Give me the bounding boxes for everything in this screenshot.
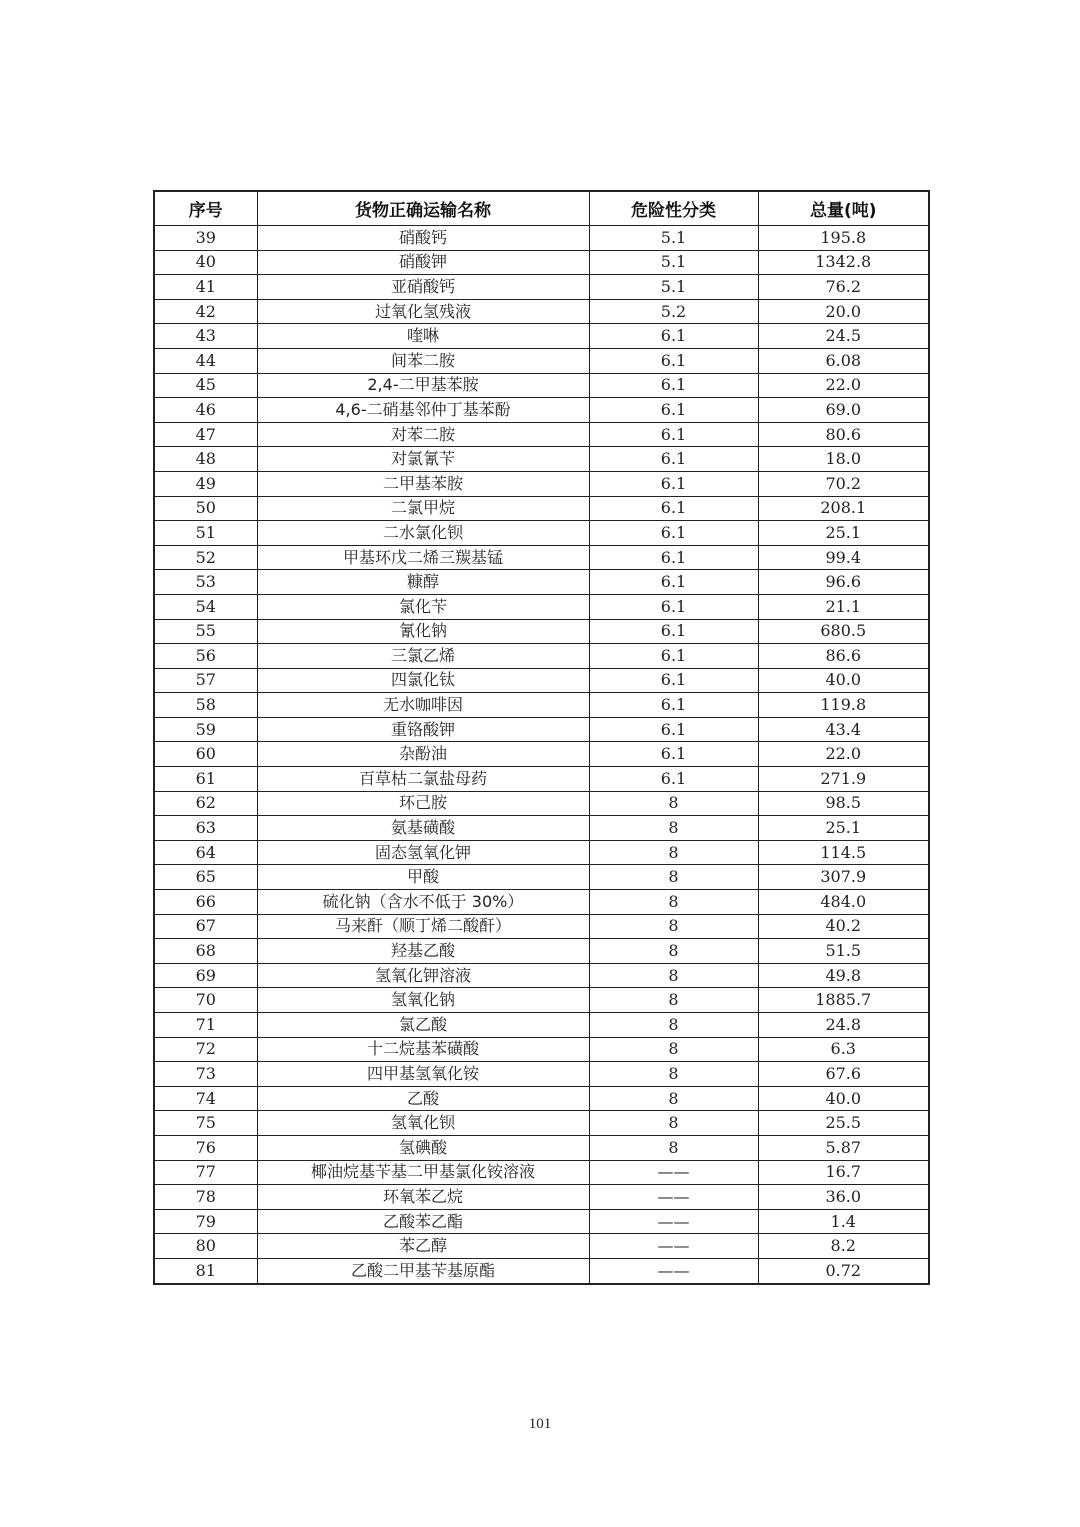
cell-shipping-name: 过氧化氢残液: [257, 299, 589, 324]
cell-serial-number: 68: [154, 939, 257, 964]
cell-serial-number: 45: [154, 373, 257, 398]
table-row: [154, 963, 929, 988]
table-row: [154, 447, 929, 472]
cell-total-tons: 8.2: [758, 1234, 929, 1259]
table-row: [154, 1160, 929, 1185]
cell-hazard-class: ——: [589, 1234, 758, 1259]
cell-shipping-name: 苯乙醇: [257, 1234, 589, 1259]
cell-total-tons: 49.8: [758, 963, 929, 988]
cell-total-tons: 6.08: [758, 348, 929, 373]
cell-total-tons: 76.2: [758, 275, 929, 300]
cell-serial-number: 39: [154, 226, 257, 251]
cell-shipping-name: 亚硝酸钙: [257, 275, 589, 300]
table-row: [154, 791, 929, 816]
cell-total-tons: 307.9: [758, 865, 929, 890]
cell-total-tons: 0.72: [758, 1258, 929, 1283]
cell-hazard-class: 6.1: [589, 545, 758, 570]
cell-hazard-class: 6.1: [589, 398, 758, 423]
cell-hazard-class: 6.1: [589, 373, 758, 398]
cell-shipping-name: 氢氧化钾溶液: [257, 963, 589, 988]
table-row: [154, 1086, 929, 1111]
cell-serial-number: 80: [154, 1234, 257, 1259]
cell-serial-number: 77: [154, 1160, 257, 1185]
cell-serial-number: 69: [154, 963, 257, 988]
cell-hazard-class: 5.1: [589, 250, 758, 275]
cell-serial-number: 72: [154, 1037, 257, 1062]
cell-total-tons: 69.0: [758, 398, 929, 423]
cell-shipping-name: 4,6-二硝基邻仲丁基苯酚: [257, 398, 589, 423]
table-row: [154, 324, 929, 349]
cell-shipping-name: 乙酸二甲基苄基原酯: [257, 1258, 589, 1283]
cell-total-tons: 1885.7: [758, 988, 929, 1013]
cell-shipping-name: 对苯二胺: [257, 422, 589, 447]
cell-serial-number: 56: [154, 644, 257, 669]
cell-shipping-name: 间苯二胺: [257, 348, 589, 373]
cell-shipping-name: 氢碘酸: [257, 1135, 589, 1160]
cell-hazard-class: 8: [589, 988, 758, 1013]
cell-hazard-class: 8: [589, 939, 758, 964]
cell-serial-number: 46: [154, 398, 257, 423]
cell-shipping-name: 固态氢氧化钾: [257, 840, 589, 865]
cell-serial-number: 43: [154, 324, 257, 349]
cell-serial-number: 44: [154, 348, 257, 373]
header-total-tons: 总量(吨): [758, 191, 929, 226]
table-row: [154, 471, 929, 496]
cell-total-tons: 70.2: [758, 471, 929, 496]
cell-serial-number: 47: [154, 422, 257, 447]
table-row: [154, 693, 929, 718]
table-row: [154, 1062, 929, 1087]
table-row: [154, 299, 929, 324]
cell-serial-number: 40: [154, 250, 257, 275]
cell-serial-number: 65: [154, 865, 257, 890]
cell-hazard-class: ——: [589, 1258, 758, 1283]
table-row: [154, 767, 929, 792]
cell-hazard-class: 5.1: [589, 226, 758, 251]
cell-hazard-class: 8: [589, 1111, 758, 1136]
table-row: [154, 865, 929, 890]
cell-shipping-name: 二氯甲烷: [257, 496, 589, 521]
table-row: [154, 570, 929, 595]
table-row: [154, 988, 929, 1013]
cell-shipping-name: 2,4-二甲基苯胺: [257, 373, 589, 398]
cell-shipping-name: 氯化苄: [257, 594, 589, 619]
cell-total-tons: 22.0: [758, 373, 929, 398]
cell-serial-number: 49: [154, 471, 257, 496]
cell-hazard-class: 6.1: [589, 693, 758, 718]
cell-serial-number: 54: [154, 594, 257, 619]
cell-total-tons: 680.5: [758, 619, 929, 644]
cell-hazard-class: 6.1: [589, 348, 758, 373]
cell-total-tons: 67.6: [758, 1062, 929, 1087]
cell-shipping-name: 氢氧化钠: [257, 988, 589, 1013]
cell-hazard-class: 5.1: [589, 275, 758, 300]
cell-total-tons: 6.3: [758, 1037, 929, 1062]
cell-hazard-class: 8: [589, 963, 758, 988]
table-row: [154, 398, 929, 423]
cell-total-tons: 98.5: [758, 791, 929, 816]
cell-hazard-class: 6.1: [589, 717, 758, 742]
table-row: [154, 545, 929, 570]
table-row: [154, 1258, 929, 1283]
cell-total-tons: 43.4: [758, 717, 929, 742]
cell-serial-number: 71: [154, 1013, 257, 1038]
cell-serial-number: 52: [154, 545, 257, 570]
cell-hazard-class: 6.1: [589, 422, 758, 447]
table-row: [154, 1135, 929, 1160]
table-row: [154, 521, 929, 546]
cell-hazard-class: 6.1: [589, 742, 758, 767]
cell-shipping-name: 氯乙酸: [257, 1013, 589, 1038]
table-row: [154, 594, 929, 619]
cell-shipping-name: 甲酸: [257, 865, 589, 890]
cell-serial-number: 50: [154, 496, 257, 521]
table-row: [154, 717, 929, 742]
table-row: [154, 275, 929, 300]
table-row: [154, 939, 929, 964]
cell-hazard-class: 6.1: [589, 594, 758, 619]
cell-total-tons: 25.1: [758, 521, 929, 546]
cell-hazard-class: 6.1: [589, 521, 758, 546]
cell-serial-number: 70: [154, 988, 257, 1013]
cell-serial-number: 61: [154, 767, 257, 792]
page-number: 101: [528, 1416, 552, 1432]
cell-hazard-class: 6.1: [589, 619, 758, 644]
cell-total-tons: 5.87: [758, 1135, 929, 1160]
table-row: [154, 1185, 929, 1210]
table-row: [154, 1037, 929, 1062]
cell-shipping-name: 二甲基苯胺: [257, 471, 589, 496]
table-row: [154, 890, 929, 915]
table-row: [154, 250, 929, 275]
cell-shipping-name: 对氯氰苄: [257, 447, 589, 472]
cell-shipping-name: 环己胺: [257, 791, 589, 816]
table-row: [154, 816, 929, 841]
cell-shipping-name: 硫化钠（含水不低于 30%）: [257, 890, 589, 915]
cell-hazard-class: 6.1: [589, 668, 758, 693]
cell-shipping-name: 羟基乙酸: [257, 939, 589, 964]
cell-shipping-name: 马来酐（顺丁烯二酸酐）: [257, 914, 589, 939]
cell-total-tons: 119.8: [758, 693, 929, 718]
table-row: [154, 226, 929, 251]
cell-total-tons: 86.6: [758, 644, 929, 669]
cell-shipping-name: 椰油烷基苄基二甲基氯化铵溶液: [257, 1160, 589, 1185]
table-row: [154, 1234, 929, 1259]
header-shipping-name: 货物正确运输名称: [257, 191, 589, 226]
cell-hazard-class: 6.1: [589, 570, 758, 595]
cell-shipping-name: 十二烷基苯磺酸: [257, 1037, 589, 1062]
cell-hazard-class: 8: [589, 1062, 758, 1087]
cell-total-tons: 484.0: [758, 890, 929, 915]
cell-serial-number: 76: [154, 1135, 257, 1160]
cell-hazard-class: 8: [589, 840, 758, 865]
cell-serial-number: 57: [154, 668, 257, 693]
cell-serial-number: 73: [154, 1062, 257, 1087]
cell-shipping-name: 糠醇: [257, 570, 589, 595]
cell-serial-number: 60: [154, 742, 257, 767]
cell-shipping-name: 乙酸: [257, 1086, 589, 1111]
cell-total-tons: 208.1: [758, 496, 929, 521]
table-row: [154, 1111, 929, 1136]
cell-hazard-class: 8: [589, 914, 758, 939]
cell-total-tons: 51.5: [758, 939, 929, 964]
cell-shipping-name: 杂酚油: [257, 742, 589, 767]
cell-total-tons: 22.0: [758, 742, 929, 767]
cell-hazard-class: ——: [589, 1209, 758, 1234]
cell-total-tons: 195.8: [758, 226, 929, 251]
table-row: [154, 668, 929, 693]
table-row: [154, 348, 929, 373]
header-hazard-class: 危险性分类: [589, 191, 758, 226]
cell-shipping-name: 硝酸钾: [257, 250, 589, 275]
cell-shipping-name: 二水氯化钡: [257, 521, 589, 546]
cell-hazard-class: 6.1: [589, 644, 758, 669]
cell-total-tons: 21.1: [758, 594, 929, 619]
cell-serial-number: 59: [154, 717, 257, 742]
cell-total-tons: 40.0: [758, 668, 929, 693]
cell-total-tons: 80.6: [758, 422, 929, 447]
table-row: [154, 422, 929, 447]
cell-serial-number: 81: [154, 1258, 257, 1283]
table-row: [154, 1013, 929, 1038]
cell-hazard-class: 6.1: [589, 447, 758, 472]
cell-shipping-name: 无水咖啡因: [257, 693, 589, 718]
cell-total-tons: 20.0: [758, 299, 929, 324]
cell-serial-number: 51: [154, 521, 257, 546]
table-row: [154, 914, 929, 939]
cell-total-tons: 40.0: [758, 1086, 929, 1111]
cell-shipping-name: 氰化钠: [257, 619, 589, 644]
cell-shipping-name: 乙酸苯乙酯: [257, 1209, 589, 1234]
cell-total-tons: 18.0: [758, 447, 929, 472]
cell-total-tons: 1342.8: [758, 250, 929, 275]
cell-shipping-name: 硝酸钙: [257, 226, 589, 251]
cell-serial-number: 74: [154, 1086, 257, 1111]
cell-serial-number: 63: [154, 816, 257, 841]
cell-shipping-name: 四甲基氢氧化铵: [257, 1062, 589, 1087]
cell-serial-number: 48: [154, 447, 257, 472]
cell-hazard-class: 6.1: [589, 324, 758, 349]
cell-serial-number: 64: [154, 840, 257, 865]
dangerous-goods-table: [153, 190, 930, 1285]
cell-hazard-class: 8: [589, 1037, 758, 1062]
cell-serial-number: 67: [154, 914, 257, 939]
cell-serial-number: 79: [154, 1209, 257, 1234]
cell-shipping-name: 氨基磺酸: [257, 816, 589, 841]
cell-hazard-class: 8: [589, 816, 758, 841]
cell-total-tons: 1.4: [758, 1209, 929, 1234]
cell-total-tons: 96.6: [758, 570, 929, 595]
cell-hazard-class: 6.1: [589, 496, 758, 521]
cell-shipping-name: 环氧苯乙烷: [257, 1185, 589, 1210]
cell-total-tons: 271.9: [758, 767, 929, 792]
cell-shipping-name: 四氯化钛: [257, 668, 589, 693]
cell-hazard-class: 8: [589, 1086, 758, 1111]
table-row: [154, 619, 929, 644]
cell-total-tons: 24.5: [758, 324, 929, 349]
cell-serial-number: 53: [154, 570, 257, 595]
cell-total-tons: 24.8: [758, 1013, 929, 1038]
cell-serial-number: 58: [154, 693, 257, 718]
cell-hazard-class: 8: [589, 1135, 758, 1160]
cell-total-tons: 36.0: [758, 1185, 929, 1210]
table-row: [154, 742, 929, 767]
cell-serial-number: 55: [154, 619, 257, 644]
cell-hazard-class: 8: [589, 1013, 758, 1038]
cell-hazard-class: 6.1: [589, 767, 758, 792]
cell-total-tons: 25.1: [758, 816, 929, 841]
cell-hazard-class: 6.1: [589, 471, 758, 496]
table-row: [154, 1209, 929, 1234]
cell-hazard-class: 8: [589, 791, 758, 816]
cell-hazard-class: 5.2: [589, 299, 758, 324]
cell-serial-number: 66: [154, 890, 257, 915]
cell-shipping-name: 甲基环戊二烯三羰基锰: [257, 545, 589, 570]
cell-serial-number: 78: [154, 1185, 257, 1210]
cell-shipping-name: 喹啉: [257, 324, 589, 349]
cell-hazard-class: 8: [589, 865, 758, 890]
cell-shipping-name: 氢氧化钡: [257, 1111, 589, 1136]
cell-hazard-class: ——: [589, 1185, 758, 1210]
cell-shipping-name: 三氯乙烯: [257, 644, 589, 669]
cell-total-tons: 25.5: [758, 1111, 929, 1136]
cell-hazard-class: ——: [589, 1160, 758, 1185]
table-row: [154, 840, 929, 865]
cell-hazard-class: 8: [589, 890, 758, 915]
header-serial-number: 序号: [154, 191, 257, 226]
cell-serial-number: 62: [154, 791, 257, 816]
table-row: [154, 373, 929, 398]
cell-serial-number: 41: [154, 275, 257, 300]
cell-shipping-name: 重铬酸钾: [257, 717, 589, 742]
cell-total-tons: 99.4: [758, 545, 929, 570]
cell-total-tons: 114.5: [758, 840, 929, 865]
table-header-row: [154, 191, 929, 226]
cell-serial-number: 75: [154, 1111, 257, 1136]
cell-shipping-name: 百草枯二氯盐母药: [257, 767, 589, 792]
table-row: [154, 644, 929, 669]
cell-total-tons: 40.2: [758, 914, 929, 939]
cell-total-tons: 16.7: [758, 1160, 929, 1185]
table-row: [154, 496, 929, 521]
cell-serial-number: 42: [154, 299, 257, 324]
table-body: [154, 226, 929, 1284]
